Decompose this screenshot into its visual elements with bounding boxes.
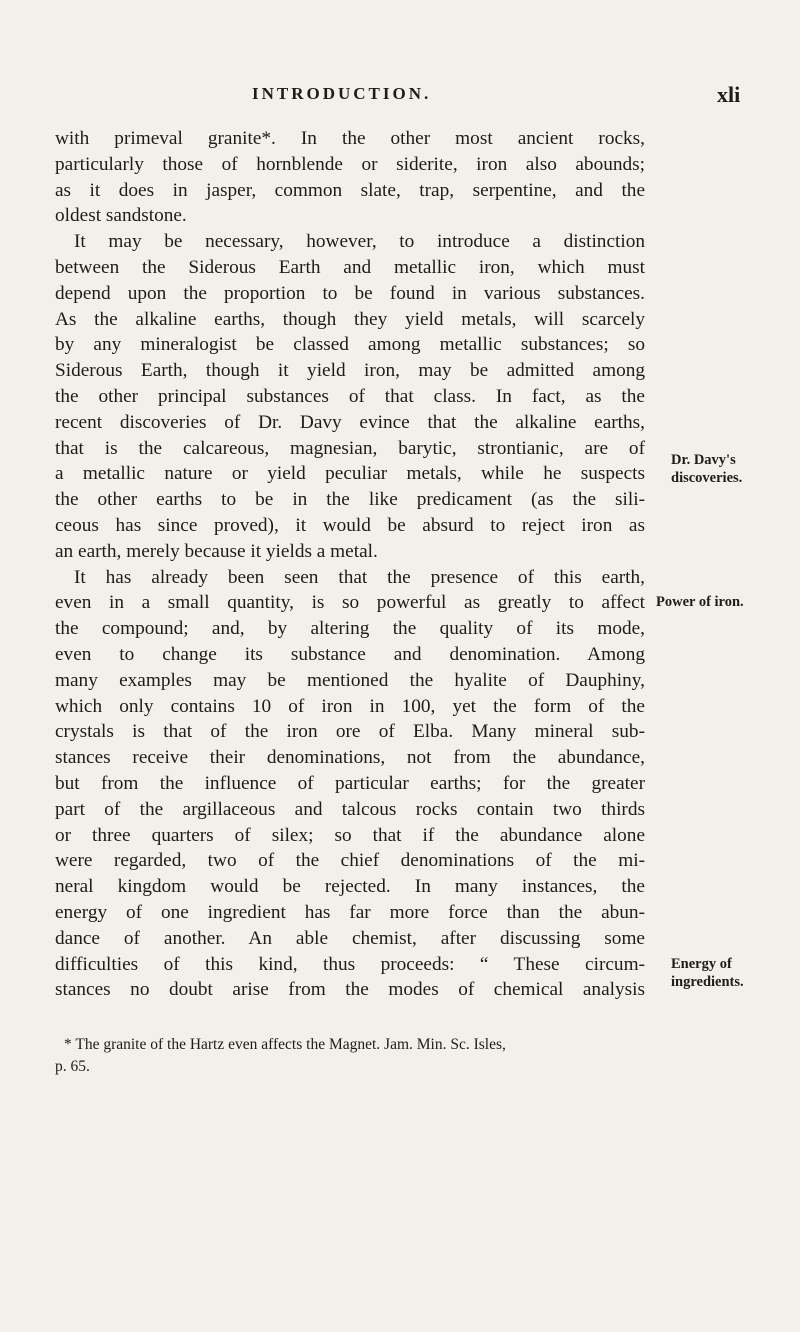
text-line: with primeval granite*. In the other most ancient rocks, — [55, 128, 645, 149]
text-line: the compound; and, by altering the quality of its mode, — [55, 618, 645, 640]
footnote-line: * The granite of the Hartz even affects the Magnet. Jam. Min. Sc. Isles, — [64, 1036, 506, 1053]
text-line: that is the calcareous, magnesian, barytic, strontianic, are of — [55, 437, 645, 459]
margin-note-davy — [671, 451, 742, 487]
margin-note-energy — [671, 955, 744, 991]
margin-note-line: Dr. Davy's — [671, 452, 736, 468]
text-line: depend upon the proportion to be found in various substances. — [55, 282, 645, 304]
running-head — [0, 84, 800, 114]
text-line: neral kingdom would be rejected. In many instances, the — [55, 876, 645, 898]
text-line: between the Siderous Earth and metallic iron, which must — [55, 256, 645, 278]
text-line: crystals is that of the iron ore of Elba. Many mineral sub- — [55, 721, 645, 743]
text-line: were regarded, two of the chief denominations of the mi- — [55, 850, 645, 872]
text-line: oldest sandstone. — [55, 205, 187, 227]
text-line: As the alkaline earths, though they yield metals, will scarcely — [55, 308, 645, 330]
paragraph-start-line: It has already been seen that the presence of this earth, — [74, 566, 645, 588]
margin-note-power — [656, 593, 744, 611]
text-line: but from the influence of particular earths; for the greater — [55, 772, 645, 794]
text-line: which only contains 10 of iron in 100, yet the form of the — [55, 695, 645, 717]
text-line: even to change its substance and denomination. Among — [55, 643, 645, 665]
paragraph-start-line: It may be necessary, however, to introduce a distinction — [74, 231, 645, 253]
text-line: energy of one ingredient has far more force than the abun- — [55, 901, 645, 923]
margin-note-line: discoveries. — [671, 470, 743, 486]
text-line: many examples may be mentioned the hyalite of Dauphiny, — [55, 669, 645, 691]
margin-note-line: ingredients. — [671, 974, 744, 990]
text-line: the other earths to be in the like predicament (as the sili- — [55, 489, 645, 511]
running-title: INTRODUCTION. — [252, 84, 432, 103]
text-line: stances no doubt arise from the modes of chemical analysis — [55, 979, 645, 1001]
text-line: the other principal substances of that class. In fact, as the — [55, 385, 645, 407]
text-line: an earth, merely because it yields a metal. — [55, 540, 378, 562]
text-line: dance of another. An able chemist, after discussing some — [55, 927, 645, 949]
page-number: xli — [717, 82, 741, 107]
text-line: part of the argillaceous and talcous rocks contain two thirds — [55, 798, 645, 820]
text-line: stances receive their denominations, not from the abundance, — [55, 747, 645, 769]
text-line: ceous has since proved), it would be absurd to reject iron as — [55, 514, 645, 536]
margin-note-line: Energy of — [671, 956, 732, 972]
body-text — [55, 126, 645, 1003]
footnote — [55, 1034, 645, 1078]
text-line: particularly those of hornblende or siderite, iron also abounds; — [55, 153, 645, 175]
text-line: recent discoveries of Dr. Davy evince that the alkaline earths, — [55, 411, 645, 433]
margin-note-line: Power of iron. — [656, 594, 744, 610]
text-line: by any mineralogist be classed among metallic substances; so — [55, 334, 645, 356]
text-line: Siderous Earth, though it yield iron, may be admitted among — [55, 360, 645, 382]
text-line: as it does in jasper, common slate, trap, serpentine, and the — [55, 179, 645, 201]
text-line: a metallic nature or yield peculiar metals, while he suspects — [55, 463, 645, 485]
text-line: difficulties of this kind, thus proceeds: “ These circum- — [55, 953, 645, 975]
footnote-line: p. 65. — [55, 1058, 90, 1075]
text-line: or three quarters of silex; so that if the abundance alone — [55, 824, 645, 846]
text-line: even in a small quantity, is so powerful as greatly to affect — [55, 592, 645, 614]
